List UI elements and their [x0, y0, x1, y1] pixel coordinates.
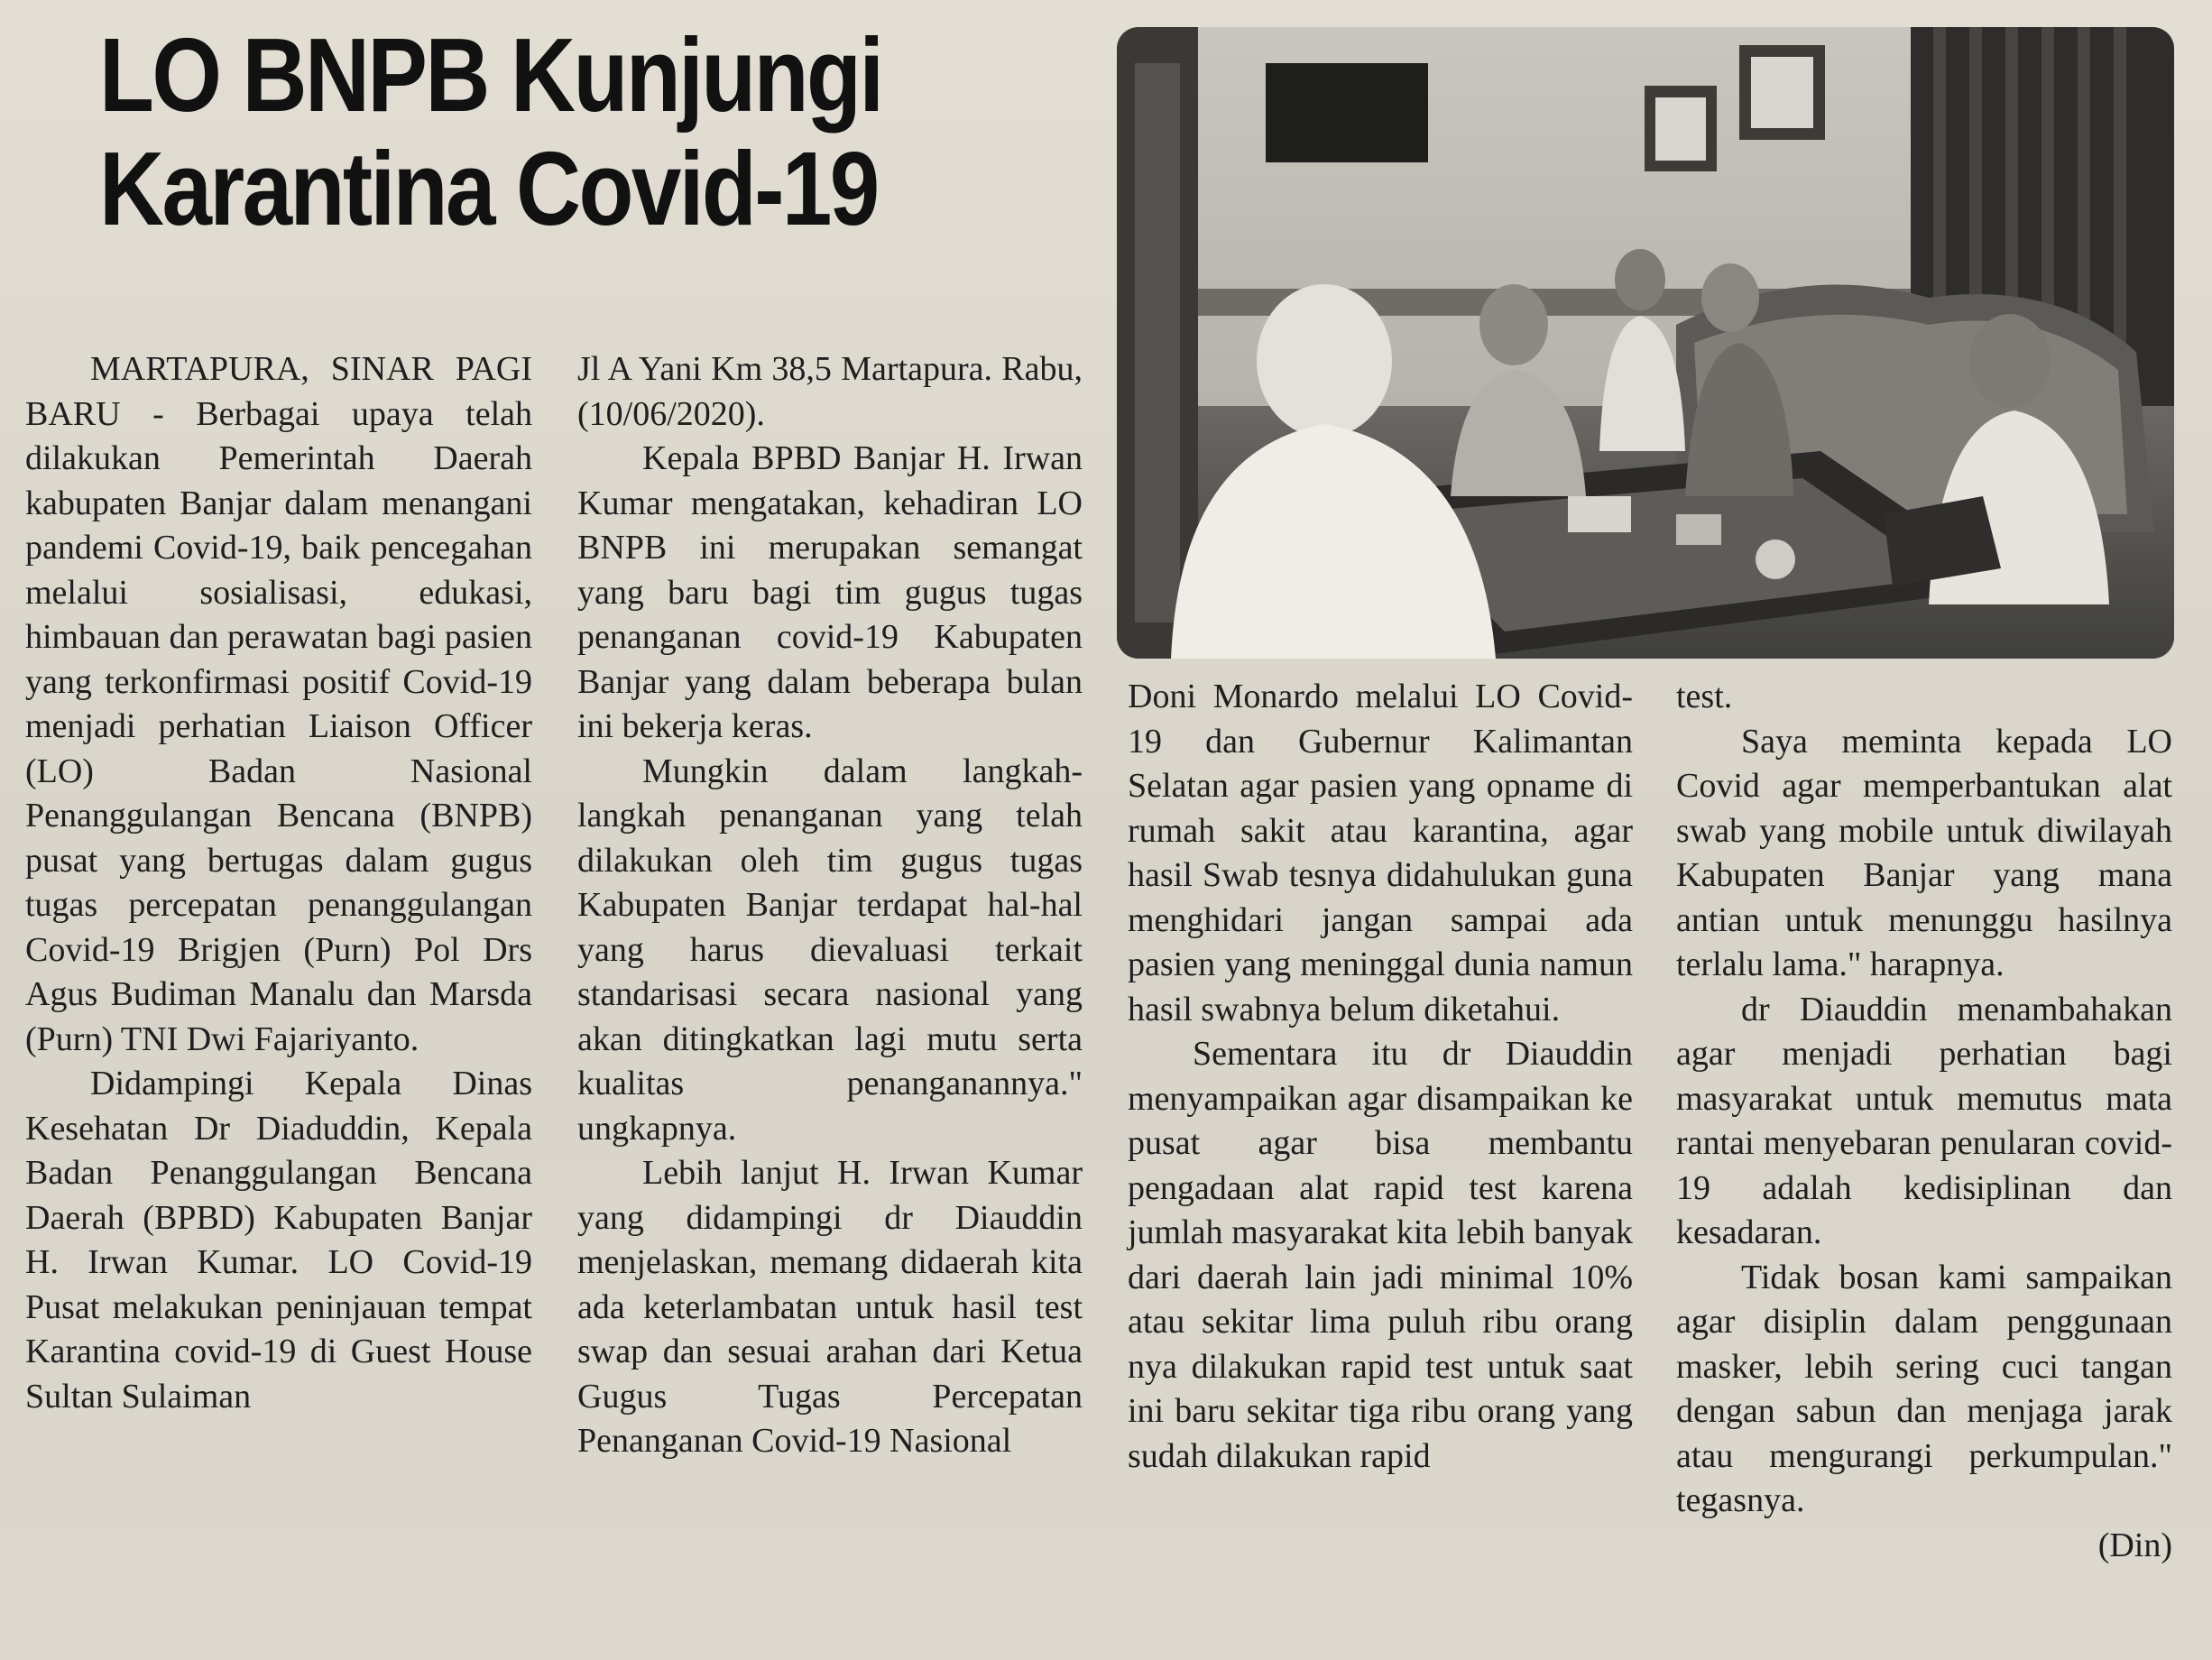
paragraph: Doni Monardo melalui LO Covid-19 dan Gubernur Kalimantan Selatan agar pasien yang opname di rumah sakit atau karantina, agar hasil Swab tesnya didahulukan guna menghidari jangan sampai ada pasien yang meninggal dunia namun hasil swabnya belum diketahui. [1128, 678, 1633, 1028]
article-column-1 [25, 347, 532, 1419]
article-column-2 [577, 347, 1083, 1464]
article-headline [99, 18, 961, 245]
paragraph: Didampingi Kepala Dinas Kesehatan Dr Diaduddin, Kepala Badan Penanggulangan Bencana Daerah (BPBD) Kabupaten Banjar H. Irwan Kumar. LO Covid-19 Pusat melakukan peninjauan tempat Karantina covid-19 di Guest House Sultan Sulaiman [25, 1065, 532, 1416]
paragraph: dr Diauddin menambahakan agar menjadi perhatian bagi masyarakat untuk memutus mata rantai menyebaran penularan covid-19 adalah kedisiplinan dan kesadaran. [1676, 990, 2172, 1251]
paragraph: Mungkin dalam langkah-langkah penanganan yang telah dilakukan oleh tim gugus tugas Kabupaten Banjar terdapat hal-hal yang harus dievaluasi terkait standarisasi secara nasional yang akan ditingkatkan lagi mutu serta kualitas penanganannya." ungkapnya. [577, 752, 1083, 1148]
article-photo [1117, 27, 2174, 659]
paragraph: Tidak bosan kami sampaikan agar disiplin dalam penggunaan masker, lebih sering cuci tangan dengan sabun dan menjaga jarak atau mengurangi perkumpulan." tegasnya. [1676, 1258, 2172, 1519]
paragraph: Kepala BPBD Banjar H. Irwan Kumar mengatakan, kehadiran LO BNPB ini merupakan semangat yang baru bagi tim gugus tugas penanganan covid-19 Kabupaten Banjar yang dalam beberapa bulan ini bekerja keras. [577, 439, 1083, 745]
paragraph: Sementara itu dr Diauddin menyampaikan agar disampaikan ke pusat agar bisa membantu pengadaan alat rapid test karena jumlah masyarakat kita lebih banyak dari daerah lain jadi minimal 10% atau sekitar lima puluh ribu orang nya dilakukan rapid test untuk saat ini baru sekitar tiga ribu orang yang sudah dilakukan rapid [1128, 1035, 1633, 1475]
headline-line-2: Karantina Covid-19 [99, 130, 878, 247]
paragraph: Jl A Yani Km 38,5 Martapura. Rabu, (10/06/2020). [577, 350, 1083, 433]
paragraph: MARTAPURA, SINAR PAGI BARU - Berbagai upaya telah dilakukan Pemerintah Daerah kabupaten Banjar dalam menangani pandemi Covid-19, baik pencegahan melalui sosialisasi, edukasi, himbauan dan perawatan bagi pasien yang terkonfirmasi positif Covid-19 menjadi perhatian Liaison Officer (LO) Badan Nasional Penanggulangan Bencana (BNPB) pusat yang bertugas dalam gugus tugas percepatan penanggulangan Covid-19 Brigjen (Purn) Pol Drs Agus Budiman Manalu dan Marsda (Purn) TNI Dwi Fajariyanto. [25, 350, 532, 1058]
meeting-room-photo [1117, 27, 2174, 659]
article-column-3 [1128, 675, 1633, 1479]
paragraph: Lebih lanjut H. Irwan Kumar yang didampingi dr Diauddin menjelaskan, memang didaerah kita ada keterlambatan untuk hasil test swap dan sesuai arahan dari Ketua Gugus Tugas Percepatan Penanganan Covid-19 Nasional [577, 1154, 1083, 1460]
author-signoff: (Din) [2097, 1526, 2172, 1564]
paragraph: Saya meminta kepada LO Covid agar memperbantukan alat swab yang mobile untuk diwilayah Kabupaten Banjar yang mana antian untuk menunggu hasilnya terlalu lama." harapnya. [1676, 722, 2172, 983]
headline-line-1: LO BNPB Kunjungi [99, 16, 882, 134]
article-column-4 [1676, 675, 2172, 1568]
paragraph: test. [1676, 678, 1733, 715]
